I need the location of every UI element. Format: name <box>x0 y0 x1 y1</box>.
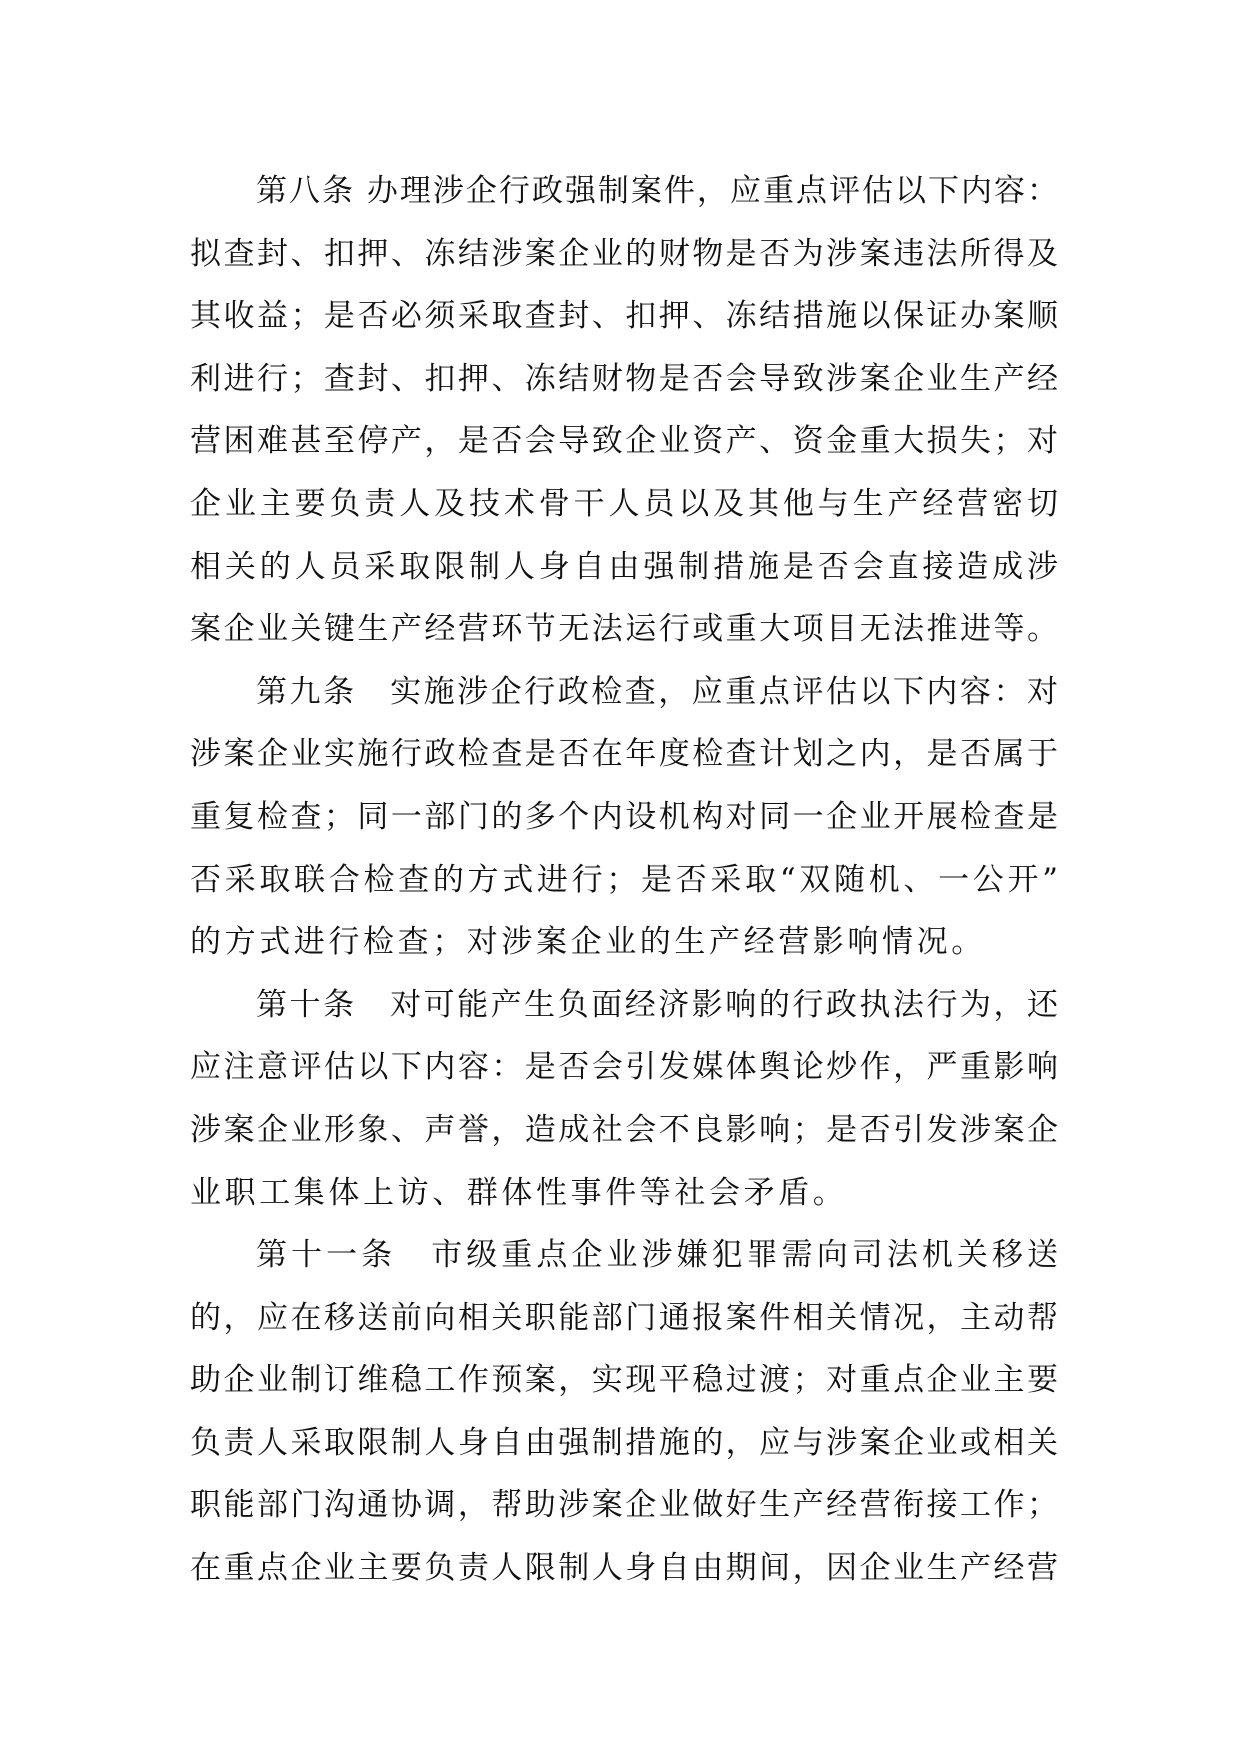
article-10-line-1: 第十条 对可能产生负面经济影响的行政执法行为，还 <box>256 986 1058 1023</box>
article-8-line-8: 案企业关键生产经营环节无法运行或重大项目无法推进等。 <box>190 611 1058 648</box>
article-9-line-3: 重复检查；同一部门的多个内设机构对同一企业开展检查是 <box>190 798 1058 835</box>
article-8-line-7: 相关的人员采取限制人身自由强制措施是否会直接造成涉 <box>190 548 1058 585</box>
document-page <box>190 160 1058 1600</box>
article-9-line-4: 否采取联合检查的方式进行；是否采取“双随机、一公开” <box>190 861 1058 898</box>
article-11-line-5: 职能部门沟通协调，帮助涉案企业做好生产经营衔接工作； <box>190 1487 1058 1524</box>
article-10-line-3: 涉案企业形象、声誉，造成社会不良影响；是否引发涉案企 <box>190 1111 1058 1148</box>
article-11-line-1: 第十一条 市级重点企业涉嫌犯罪需向司法机关移送 <box>256 1237 1058 1274</box>
article-8-line-2: 拟查封、扣押、冻结涉案企业的财物是否为涉案违法所得及 <box>190 235 1058 272</box>
article-9-line-2: 涉案企业实施行政检查是否在年度检查计划之内，是否属于 <box>190 736 1058 773</box>
article-9-line-1: 第九条 实施涉企行政检查，应重点评估以下内容：对 <box>256 673 1058 710</box>
article-11-line-6: 在重点企业主要负责人限制人身自由期间，因企业生产经营 <box>190 1550 1058 1587</box>
article-11-line-4: 负责人采取限制人身自由强制措施的，应与涉案企业或相关 <box>190 1424 1058 1461</box>
article-10-line-4: 业职工集体上访、群体性事件等社会矛盾。 <box>190 1174 848 1211</box>
article-10-line-2: 应注意评估以下内容：是否会引发媒体舆论炒作，严重影响 <box>190 1049 1058 1086</box>
article-8-line-3: 其收益；是否必须采取查封、扣押、冻结措施以保证办案顺 <box>190 298 1058 335</box>
article-9-line-5: 的方式进行检查；对涉案企业的生产经营影响情况。 <box>190 924 986 961</box>
article-8-line-1: 第八条 办理涉企行政强制案件，应重点评估以下内容： <box>256 173 1058 209</box>
article-11-line-3: 助企业制订维稳工作预案，实现平稳过渡；对重点企业主要 <box>190 1362 1058 1399</box>
article-8-line-6: 企业主要负责人及技术骨干人员以及其他与生产经营密切 <box>190 485 1058 522</box>
article-8-line-5: 营困难甚至停产，是否会导致企业资产、资金重大损失；对 <box>190 423 1058 460</box>
article-11-line-2: 的，应在移送前向相关职能部门通报案件相关情况，主动帮 <box>190 1299 1058 1336</box>
article-8-line-4: 利进行；查封、扣押、冻结财物是否会导致涉案企业生产经 <box>190 360 1058 397</box>
